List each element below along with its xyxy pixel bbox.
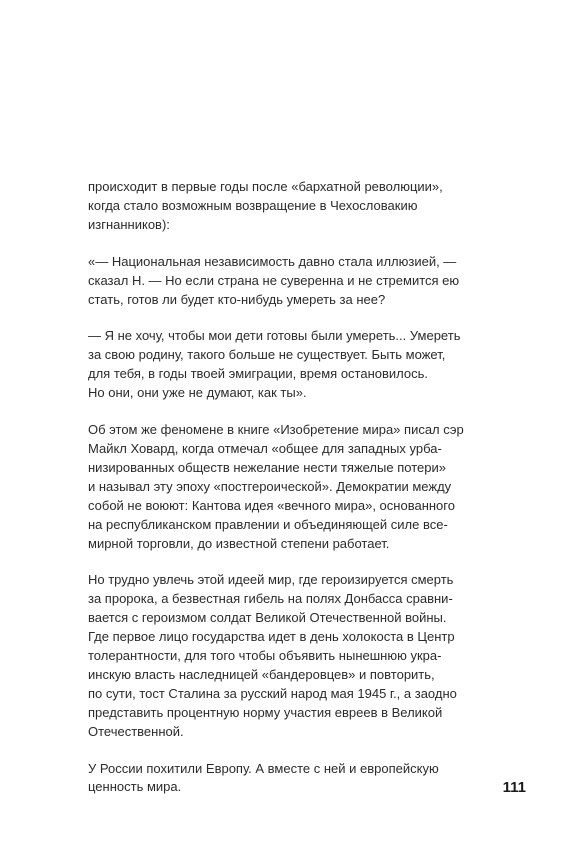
paragraph xyxy=(88,421,488,553)
text-line: Об этом же феномене в книге «Изобретение мира» писал сэр xyxy=(88,422,464,438)
text-line: сказал Н. — Но если страна не суверенна и не стремится ею xyxy=(88,272,460,288)
text-line: низированных обществ нежелание нести тяжелые потери» xyxy=(88,459,446,475)
page-number: 111 xyxy=(502,779,526,796)
text-line: «— Национальная независимость давно стала иллюзией, — xyxy=(88,253,457,269)
paragraph xyxy=(88,178,488,235)
text-line: У России похитили Европу. А вместе с ней и европейскую xyxy=(88,760,439,776)
text-line: собой не воюют: Кантова идея «вечного мира», основанного xyxy=(88,497,455,513)
paragraph xyxy=(88,327,488,403)
text-line: по сути, тост Сталина за русский народ мая 1945 г., а заодно xyxy=(88,685,457,701)
paragraph xyxy=(88,571,488,741)
text-line: ценность мира. xyxy=(88,779,182,795)
body-text xyxy=(88,178,488,815)
text-line: Отечественной. xyxy=(88,723,184,739)
text-line: инскую власть наследницей «бандеровцев» и повторить, xyxy=(88,666,435,682)
paragraph xyxy=(88,760,488,798)
text-line: и называл эту эпоху «постгероической». Демократии между xyxy=(88,478,452,494)
text-line: вается с героизмом солдат Великой Отечественной войны. xyxy=(88,610,447,626)
text-line: стать, готов ли будет кто-нибудь умереть за нее? xyxy=(88,291,386,307)
text-line: Майкл Ховард, когда отмечал «общее для западных урба- xyxy=(88,440,442,456)
text-line: Но они, они уже не думают, как ты». xyxy=(88,385,307,401)
text-line: за пророка, а безвестная гибель на полях Донбасса сравни- xyxy=(88,591,453,607)
text-line: на республиканском правлении и объединяющей силе все- xyxy=(88,516,448,532)
text-line: за свою родину, такого больше не существует. Быть может, xyxy=(88,347,446,363)
paragraph xyxy=(88,253,488,310)
text-line: происходит в первые годы после «бархатной революции», xyxy=(88,179,443,194)
text-line: для тебя, в годы твоей эмиграции, время остановилось. xyxy=(88,366,429,382)
text-line: — Я не хочу, чтобы мои дети готовы были умереть... Умереть xyxy=(88,328,461,344)
text-line: Где первое лицо государства идет в день холокоста в Центр xyxy=(88,629,455,645)
text-line: когда стало возможным возвращение в Чехословакию xyxy=(88,197,418,213)
text-line: представить процентную норму участия евреев в Великой xyxy=(88,704,443,720)
text-line: мирной торговли, до известной степени работает. xyxy=(88,535,390,551)
text-line: изгнанников): xyxy=(88,216,170,232)
text-line: толерантности, для того чтобы объявить нынешнюю укра- xyxy=(88,648,442,664)
text-line: Но трудно увлечь этой идеей мир, где героизируется смерть xyxy=(88,572,454,588)
